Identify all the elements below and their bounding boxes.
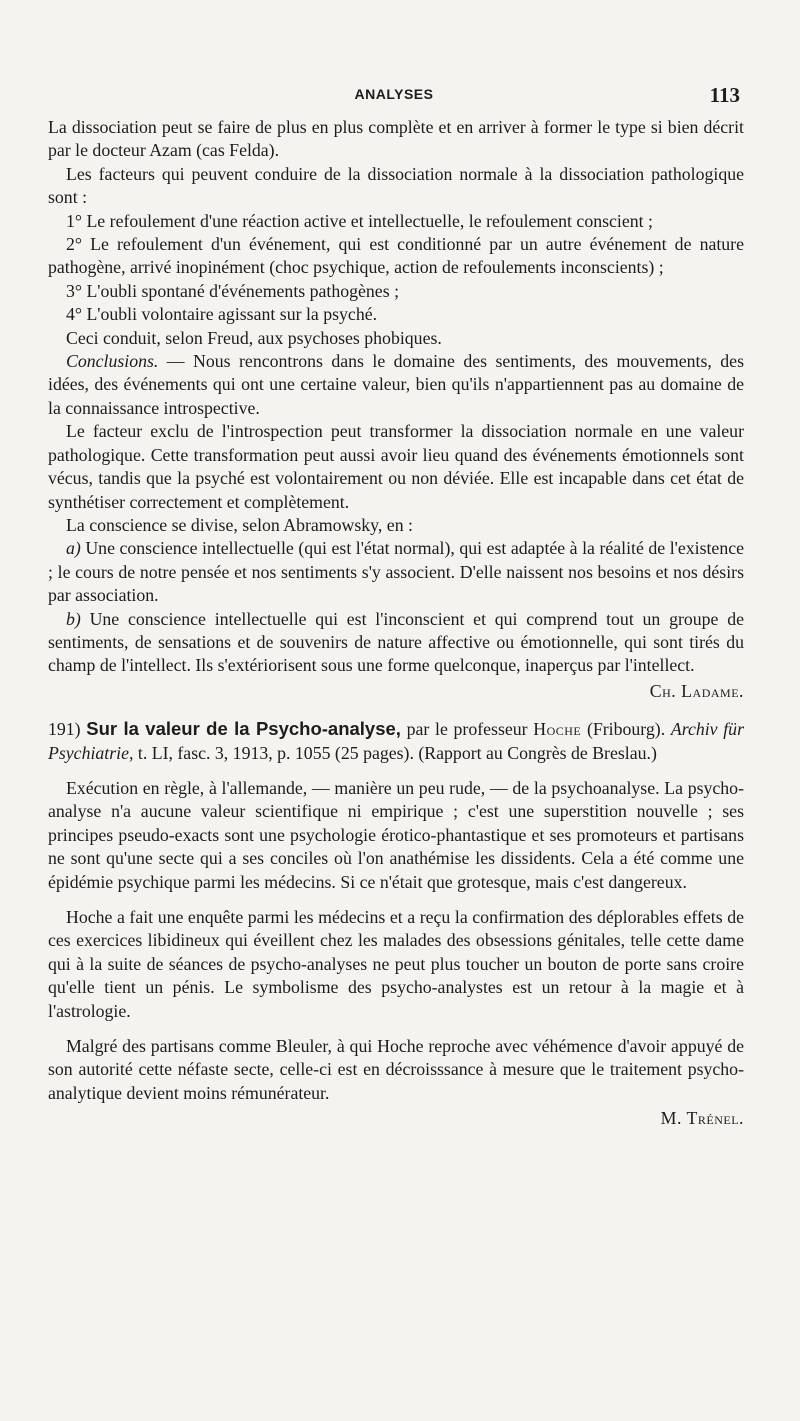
article-body xyxy=(48,116,744,1131)
page-header xyxy=(48,83,740,110)
paragraph: Exécution en règle, à l'allemande, — manière un peu rude, — de la psychoanalyse. La psycho-analyse n'a aucune valeur scientifique ni empirique ; c'est une superstition nouvelle ; ses principes pseudo-exacts sont une psychologie érotico-phantastique et ses promoteurs et partisans ne sont qu'une secte qui a ses conciles où l'on anathémise les dissidents. Cela a été comme une épidémie psychique parmi les médecins. Si ce n'était que grotesque, mais c'est dangereux. xyxy=(48,777,744,892)
paragraph: La dissociation peut se faire de plus en plus complète et en arriver à former le type si bien décrit par le docteur Azam (cas Felda). xyxy=(48,117,744,161)
paragraph: Les facteurs qui peuvent conduire de la dissociation normale à la dissociation pathologique sont : xyxy=(48,163,744,208)
entry-place: (Fribourg). xyxy=(581,719,671,740)
entry-author: Hoche xyxy=(533,719,582,740)
paragraph: Le facteur exclu de l'introspection peut transformer la dissociation normale en une valeur pathologique. Cette transformation peut aussi avoir lieu quand des événements émotionnels sont vécus, tandis que la psyché est volontairement ou non déviée. Elle est incapable dans cet état de synthétiser correctement et complètement. xyxy=(48,421,744,512)
list-item: 1° Le refoulement d'une réaction active et intellectuelle, le refoulement conscient ; xyxy=(66,210,653,231)
signature: Ch. Ladame. xyxy=(649,680,744,701)
entry-ref: t. LI, fasc. 3, 1913, p. 1055 (25 pages). (Rapport au Congrès de Breslau.) xyxy=(133,742,657,763)
conclusions-label: Conclusions. xyxy=(66,351,159,372)
running-title: ANALYSES xyxy=(354,86,434,102)
item-label: a) xyxy=(66,538,81,559)
entry-by: par le professeur xyxy=(400,719,534,740)
list-item: 3° L'oubli spontané d'événements pathogènes ; xyxy=(66,280,400,301)
bibliographic-entry xyxy=(48,717,744,765)
list-item xyxy=(48,537,744,607)
item-text: Une conscience intellectuelle qui est l'inconscient et qui comprend tout un groupe de sentiments, de sensations et de souvenirs de nature affective ou émotionnelle, qui sont tirés du champ de l'intellect. Ils s'extériorisent sous une forme quelconque, inaperçus par l'intellect. xyxy=(48,608,744,676)
paragraph: Ceci conduit, selon Freud, aux psychoses phobiques. xyxy=(66,327,442,348)
list-item xyxy=(48,608,744,678)
entry-journal: Archiv für Psychiatrie, xyxy=(48,719,744,763)
list-item: 2° Le refoulement d'un événement, qui est conditionné par un autre événement de nature pathogène, arrivé inopinément (choc psychique, action de refoulements inconscients) ; xyxy=(48,234,744,278)
page-number: 113 xyxy=(709,83,740,107)
paragraph: La conscience se divise, selon Abramowsky, en : xyxy=(66,514,413,535)
conclusions-text: — Nous rencontrons dans le domaine des sentiments, des mouvements, des idées, des événements qui ont une certaine valeur, bien qu'ils n'appartiennent pas au domaine de la connaissance introspective. xyxy=(48,351,744,418)
entry-number: 191) xyxy=(48,719,81,740)
list-item: 4° L'oubli volontaire agissant sur la psyché. xyxy=(66,304,378,325)
signature: M. Trénel. xyxy=(660,1108,744,1129)
paragraph-conclusions xyxy=(48,350,744,420)
paragraph: Malgré des partisans comme Bleuler, à qui Hoche reproche avec véhémence d'avoir appuyé de son autorité cette néfaste secte, celle-ci est en décroisssance à mesure que le traitement psycho-analytique devient moins rémunérateur. xyxy=(48,1036,744,1103)
entry-title: Sur la valeur de la Psycho-analyse, xyxy=(86,718,401,740)
item-text: Une conscience intellectuelle (qui est l'état normal), qui est adaptée à la réalité de l'existence ; le cours de notre pensée et nos sentiments s'y associent. D'elle naissent nos besoins et nos désirs par association. xyxy=(48,538,744,606)
item-label: b) xyxy=(66,608,81,629)
paragraph: Hoche a fait une enquête parmi les médecins et a reçu la confirmation des déplorables effets de ces exercices libidineux qui éveillent chez les malades des obsessions génitales, telle cette dame qui à la suite de séances de psycho-analyses ne peut plus toucher un bouton de porte sans croire qu'elle tient un pénis. Le symbolisme des psycho-analystes est un retour à la magie et à l'astrologie. xyxy=(48,907,744,1021)
